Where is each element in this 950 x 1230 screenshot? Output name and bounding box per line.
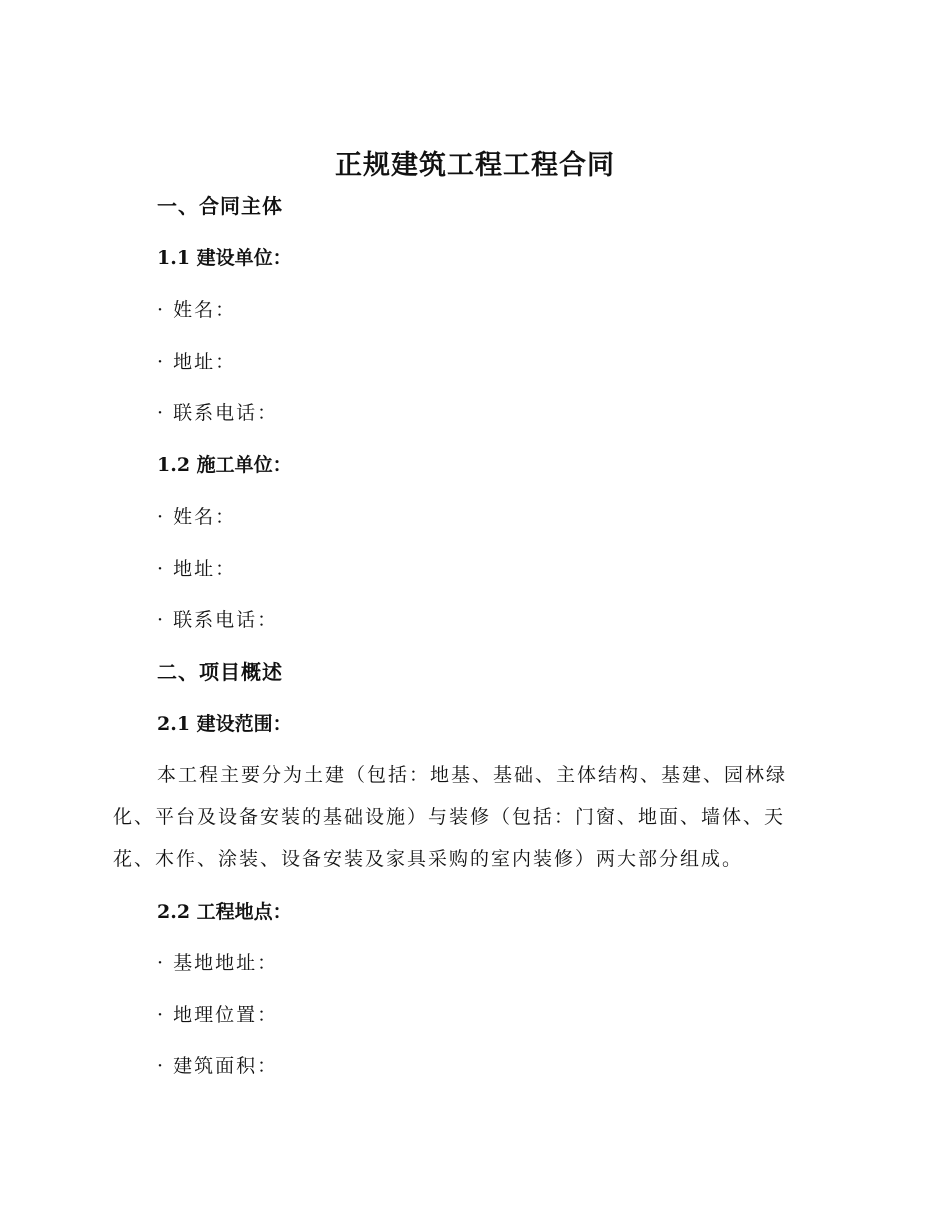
contractor-name-field: · 姓名： — [157, 506, 237, 528]
document-title: 正规建筑工程工程合同 — [335, 150, 615, 181]
scope-paragraph-line: 化、平台及设备安装的基础设施）与装修（包括：门窗、地面、墙体、天 — [113, 806, 786, 828]
subsection-heading-scope: 2.1 建设范围： — [157, 713, 292, 735]
geo-location-field: · 地理位置： — [157, 1004, 279, 1026]
scope-paragraph — [113, 754, 813, 880]
contractor-phone-field: · 联系电话： — [157, 609, 279, 631]
subsection-heading-location: 2.2 工程地点： — [157, 901, 292, 923]
owner-address-field: · 地址： — [157, 351, 237, 373]
section-heading-project-overview: 二、项目概述 — [157, 660, 283, 684]
scope-paragraph-line: 花、木作、涂装、设备安装及家具采购的室内装修）两大部分组成。 — [113, 848, 744, 870]
owner-phone-field: · 联系电话： — [157, 402, 279, 424]
contractor-address-field: · 地址： — [157, 558, 237, 580]
owner-name-field: · 姓名： — [157, 299, 237, 321]
scope-paragraph-line: 本工程主要分为土建（包括：地基、基础、主体结构、基建、园林绿 — [157, 764, 788, 786]
site-address-field: · 基地地址： — [157, 952, 279, 974]
subsection-heading-contractor: 1.2 施工单位： — [157, 454, 292, 476]
subsection-heading-owner: 1.1 建设单位： — [157, 247, 292, 269]
building-area-field: · 建筑面积： — [157, 1055, 279, 1077]
section-heading-contract-parties: 一、合同主体 — [157, 194, 283, 218]
